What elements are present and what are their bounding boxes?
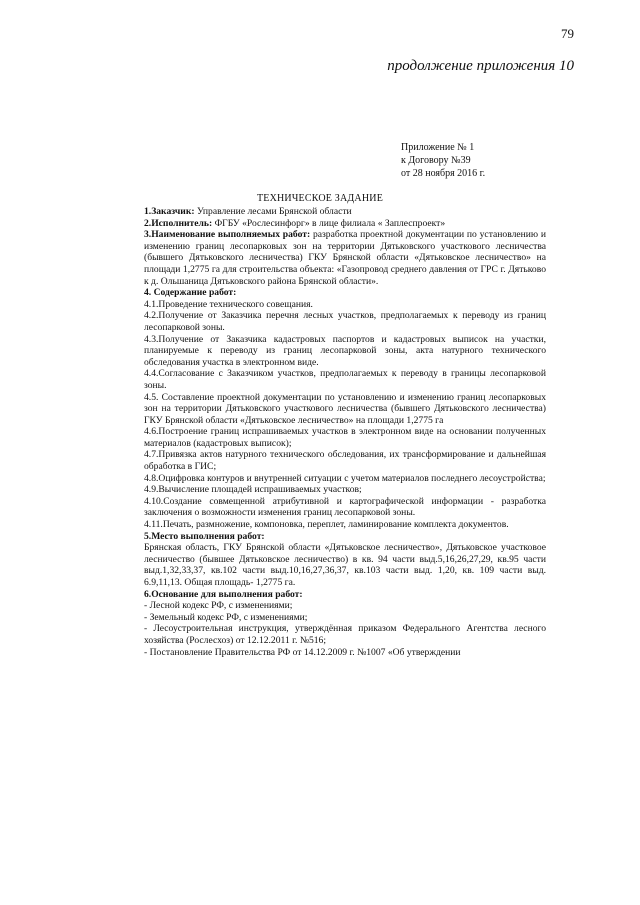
list-item: 4.4.Согласование с Заказчиком участков, предполагаемых к переводу в границы лесопарковой зоны. <box>144 368 546 391</box>
list-item: - Земельный кодекс РФ, с изменениями; <box>144 611 308 623</box>
list-item: - Лесной кодекс РФ, с изменениями; <box>144 600 293 612</box>
section-work-name <box>144 229 546 287</box>
section-label: 6.Основание для выполнения работ: <box>144 588 303 600</box>
list-item: - Постановление Правительства РФ от 14.12.2009 г. №1007 «Об утверждении <box>144 646 461 658</box>
attachment-line-2: к Договору №39 <box>401 155 471 166</box>
section-text: Брянская область, ГКУ Брянской области «Дятьковское лесничество», Дятьковское участковое лесничество (бывшее Дятьковское лесничество) в кв. 94 части выд.5,16,26,27,29, кв.95 части выд.1,32,33,37, кв.102 части выд.10,16,27,36,37, кв.103 части выд. 1,20, кв. 109 части выд. 6.9,11,13. Общая площадь- 1,2775 га. <box>144 542 546 588</box>
list-item: 4.6.Построение границ испрашиваемых участков в электронном виде на основании полученных материалов (кадастровых выписок); <box>144 426 546 449</box>
section-customer <box>144 206 546 218</box>
section-work-basis <box>144 589 546 659</box>
list-item: 4.2.Получение от Заказчика перечня лесных участков, предполагаемых к переводу из границ лесопарковой зоны. <box>144 310 546 333</box>
section-label: 1.Заказчик: <box>144 206 195 217</box>
attachment-block <box>401 141 485 180</box>
section-text: разработка проектной документации по установлению и изменению границ лесопарковых зон на территории Дятьковского участкового лесничества (бывшего Дятьковского лесничества) ГКУ Брянской области «Дятьковское лесничество» на площади 1,2775 га для строительства объекта: «Газопровод среднего давления от ГРС г. Дятьково к д. Ольшаница Дятьковского района Брянской области». <box>144 229 546 287</box>
list-item: 4.1.Проведение технического совещания. <box>144 298 313 310</box>
list-item: 4.5. Составление проектной документации по установлению и изменению границ лесопарковых зон на территории Дятьковского участкового лесничества (бывшего Дятьковского лесничества) ГКУ Брянской области «Дятьковское лесничество» на площади 1,2775 га <box>144 391 546 426</box>
document-body <box>144 206 546 658</box>
attachment-line-1: Приложение № 1 <box>401 142 475 153</box>
section-text: Управление лесами Брянской области <box>194 206 352 217</box>
list-item: - Лесоустроительная инструкция, утверждённая приказом Федерального Агентства лесного хозяйства (Рослесхоз) от 12.12.2011 г. №516; <box>144 623 546 646</box>
list-item: 4.9.Вычисление площадей испрашиваемых участков; <box>144 484 362 496</box>
section-contractor <box>144 218 546 230</box>
section-work-location <box>144 531 546 589</box>
list-item: 4.10.Создание совмещенной атрибутивной и картографической информации - разработка заключения о возможности изменения границ лесопарковой зоны. <box>144 495 546 519</box>
document-title: ТЕХНИЧЕСКОЕ ЗАДАНИЕ <box>256 193 384 204</box>
page-number: 79 <box>561 26 574 41</box>
section-label: 2.Исполнитель: <box>144 217 213 229</box>
list-item: 4.8.Оцифровка контуров и внутренней ситуации с учетом материалов последнего лесоустройства; <box>144 472 546 484</box>
section-label: 3.Наименование выполняемых работ: <box>144 229 311 241</box>
section-label: 5.Место выполнения работ: <box>144 530 265 542</box>
list-item: 4.3.Получение от Заказчика кадастровых паспортов и кадастровых выписок на участки, планируемые к переводу из границ лесопарковой зоны, акта натурного технического обследования участка в электронном виде. <box>144 333 546 368</box>
list-item: 4.11.Печать, размножение, компоновка, переплет, ламинирование комплекта документов. <box>144 519 509 531</box>
attachment-line-3: от 28 ноября 2016 г. <box>401 168 486 179</box>
continuation-note: продолжение приложения 10 <box>387 58 574 74</box>
section-work-content <box>144 287 546 530</box>
section-label: 4. Содержание работ: <box>144 287 237 299</box>
list-item: 4.7.Привязка актов натурного технического обследования, их трансформирование и дальнейшая обработка в ГИС; <box>144 449 546 473</box>
section-text: ФГБУ «Рослесинфорг» в лице филиала « Заплеспроект» <box>212 217 446 229</box>
